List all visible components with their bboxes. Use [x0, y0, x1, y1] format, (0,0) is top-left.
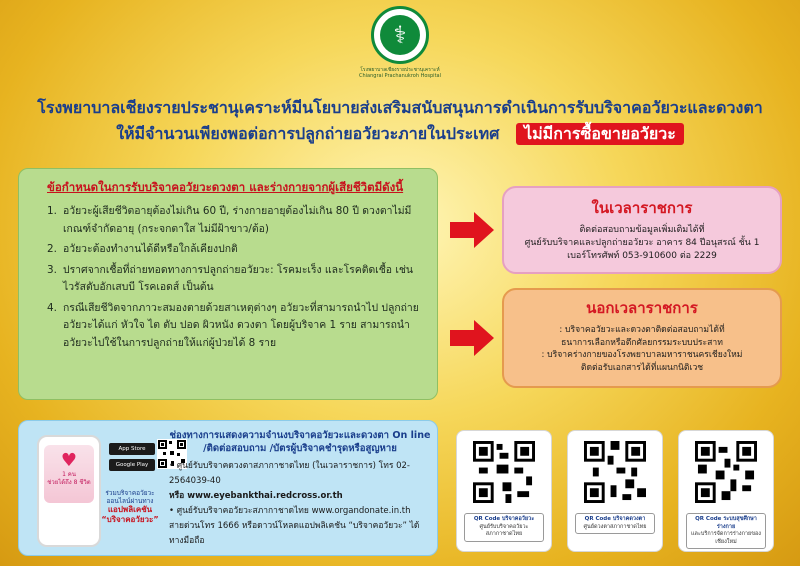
- logo-caption-en: Chiangrai Prachanukroh Hospital: [359, 73, 441, 79]
- hospital-logo: [340, 6, 460, 79]
- criteria-item: 4. กรณีเสียชีวิตจากภาวะสมองตายด้วยสาเหตุต่างๆ อวัยวะที่สามารถนำไป ปลูกถ่ายอวัยวะได้แก่ หัวใจ ไต ตับ ปอด ผิวหนัง ดวงตา โดยผู้บริจาค 1 ราย สามารถนำอวัยวะไปใช้ในการปลูกถ่ายให้แก่ผู้ป่วยได้ 8 ราย: [47, 301, 419, 349]
- heart-icon: ♥: [60, 450, 78, 471]
- online-channels-panel: ♥ 1 คน ช่วยได้ถึง 8 ชีวิต App Store Google Play ร่วมบริจาคอวัยวะ ออนไลน์ผ่านทาง แอปพลิเคชัน “บริจาคอวัยวะ” ช่องทางการแสดงความจำนงบริจาคอวัยวะและดวงตา On line /ติดต่อสอบถาม /บัตรผู้บริจาคชำรุดหรือสูญหาย • ศูนย์รับบริจาคดวงตาสภากาชาดไทย (ในเวลาราชการ) โทร 02-2564039-40 หรือ www.eyebankthai.redcross.or.th • ศูนย์รับบริจาคอวัยวะสภากาชาดไทย www.organdonate.in.th สายด่วนโทร 1666 หรือดาวน์โหลดแอปพลิเคชัน “บริจาคอวัยวะ” ได้ทางมือถือ: [18, 420, 438, 556]
- organdonate-link[interactable]: • ศูนย์รับบริจาคอวัยวะสภากาชาดไทย www.organdonate.in.th: [169, 506, 411, 516]
- arrow-right-icon: [450, 210, 494, 250]
- headline-line1: โรงพยาบาลเชียงรายประชานุเคราะห์มีนโยบายส่งเสริมสนับสนุนการดำเนินการรับบริจาคอวัยวะและดวงตา: [37, 98, 763, 117]
- donation-criteria-panel: [18, 168, 438, 400]
- app-promo-text: ร่วมบริจาคอวัยวะ ออนไลน์ผ่านทาง แอปพลิเคชัน “บริจาคอวัยวะ”: [101, 489, 159, 524]
- logo-caption-th: โรงพยาบาลเชียงรายประชานุเคราะห์: [360, 67, 440, 73]
- after-hours-panel: นอกเวลาราชการ : บริจาคอวัยวะและดวงตาติดต่อสอบถามได้ที่ ธนาการเลือกหรือตึกศัลยกรรมระบบประสาท : บริจาคร่างกายของโรงพยาบาลมหาราชนครเชียงใหม่ ติดต่อรับเอกสารได้ที่แผนกนิติเวช: [502, 288, 782, 388]
- office-hours-title: ในเวลาราชการ: [591, 199, 693, 217]
- phone-app-icon: ♥ 1 คน ช่วยได้ถึง 8 ชีวิต: [37, 435, 101, 547]
- qr-code-icon: [695, 441, 757, 503]
- qr-card-eye[interactable]: QR Code บริจาคดวงตา ศูนย์ดวงตาสภากาชาดไทย: [567, 430, 663, 552]
- qr-card-body[interactable]: QR Code ระบบสุขศึกษาร่างกาย และบริการจัดการร่างกายของเชียงใหม่: [678, 430, 774, 552]
- channels-title: ช่องทางการแสดงความจำนงบริจาคอวัยวะและดวงตา On line: [169, 430, 431, 441]
- google-play-badge[interactable]: Google Play: [109, 459, 155, 471]
- criteria-item: 2. อวัยวะต้องทำงานได้ดีหรือใกล้เคียงปกติ: [47, 243, 238, 255]
- office-phone: เบอร์โทรศัพท์ 053-910600 ต่อ 2229: [567, 251, 717, 261]
- criteria-item: 1. อวัยวะผู้เสียชีวิตอายุต้องไม่เกิน 60 ปี, ร่างกายอายุต้องไม่เกิน 80 ปี ดวงตาไม่มีเกณฑ์จำกัดอายุ (กระจกตาใส ไม่มีฝ้าขาว/ต้อ): [47, 205, 412, 235]
- page-headline: [20, 95, 780, 147]
- after-hours-title: นอกเวลาราชการ: [586, 299, 698, 317]
- criteria-title: ข้อกำหนดในการรับบริจาคอวัยวะดวงตา และร่างกายจากผู้เสียชีวิตมีดังนี้: [47, 180, 404, 194]
- headline-line2: ให้มีจำนวนเพียงพอต่อการปลูกถ่ายอวัยวะภายในประเทศ: [116, 124, 500, 143]
- eyebank-link[interactable]: หรือ www.eyebankthai.redcross.or.th: [169, 491, 343, 501]
- qr-card-organ[interactable]: QR Code บริจาคอวัยวะ ศูนย์รับบริจาคอวัยวะสภากาชาดไทย: [456, 430, 552, 552]
- qr-code-icon: [584, 441, 646, 503]
- app-store-badge[interactable]: App Store: [109, 443, 155, 455]
- no-organ-trade-badge: ไม่มีการซื้อขายอวัยวะ: [516, 123, 684, 145]
- moph-seal-icon: ⚕: [371, 6, 429, 64]
- office-hours-panel: ในเวลาราชการ ติดต่อสอบถามข้อมูลเพิ่มเติมได้ที่ ศูนย์รับบริจาคและปลูกถ่ายอวัยวะ อาคาร 84 ปีอนุสรณ์ ชั้น 1 เบอร์โทรศัพท์ 053-910600 ต่อ 2229: [502, 186, 782, 274]
- arrow-right-icon: [450, 318, 494, 358]
- criteria-item: 3. ปราศจากเชื้อที่ถ่ายทอดทางการปลูกถ่ายอวัยวะ: โรคมะเร็ง และโรคติดเชื้อ เช่น ไวรัสตับอักเสบบี โรคเอดส์ เป็นต้น: [47, 263, 414, 293]
- qr-code-icon: [473, 441, 535, 503]
- criteria-list: [33, 203, 423, 352]
